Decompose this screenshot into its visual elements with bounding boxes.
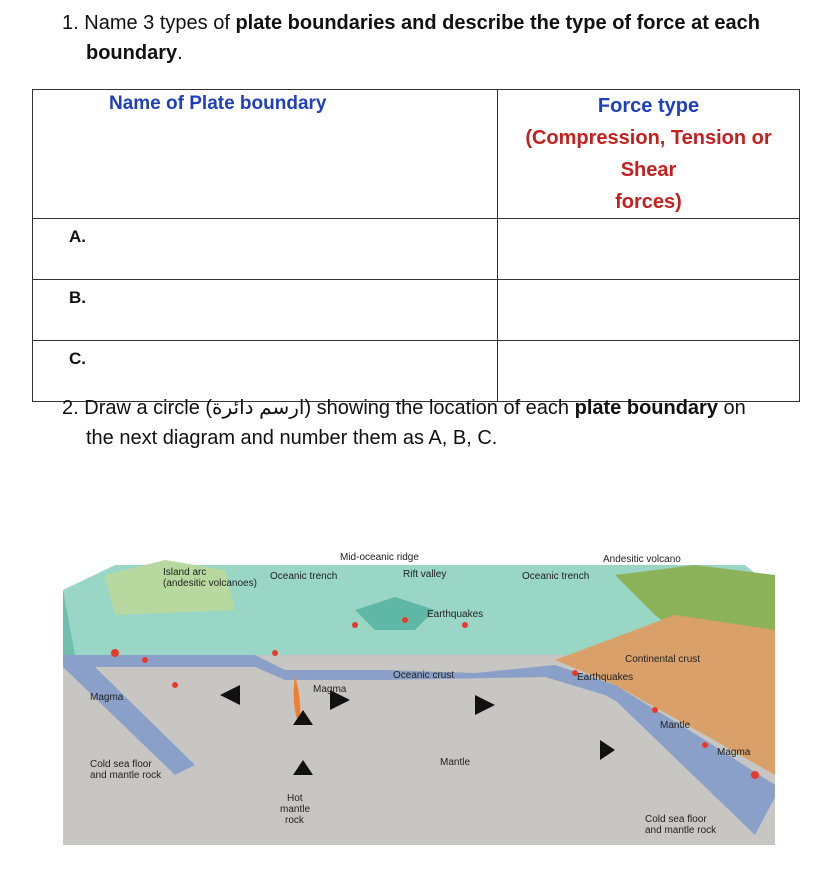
header-name-of-plate-boundary: Name of Plate boundary [33,90,498,219]
label-mantle: mantle [280,804,311,815]
label-oceanic-trench-left: Oceanic trench [270,571,338,582]
label-rift-valley: Rift valley [403,569,447,580]
row-b-label: B. [69,288,86,307]
plate-boundary-table [32,89,800,402]
question-2-line-2: the next diagram and number them as A, B, C. [86,427,498,449]
question-2-bold: plate boundary [574,397,718,419]
row-c-label: C. [69,349,86,368]
header-force-title: Force type [597,95,700,117]
header-force-type [498,90,800,219]
row-a-label: A. [69,227,86,246]
label-mantle-right: Mantle [660,720,691,731]
row-a-force-cell[interactable] [498,219,800,280]
question-1-bold-2: boundary [86,42,178,64]
row-a-name-cell[interactable] [33,219,498,280]
table-row [33,280,800,341]
label-island-arc: Island arc [163,567,207,578]
label-earthquakes-right: Earthquakes [577,672,634,683]
question-1-number: 1. [62,12,79,34]
row-b-name-cell[interactable] [33,280,498,341]
label-continental-crust: Continental crust [625,654,701,665]
label-earthquakes-top: Earthquakes [427,609,484,620]
question-1 [62,8,802,68]
table-row [33,219,800,280]
question-1-text: Name 3 types of [84,12,236,34]
label-cold-sea-floor-left-2: and mantle rock [90,770,162,781]
label-cold-sea-floor-left: Cold sea floor [90,759,152,770]
label-cold-sea-floor-right: Cold sea floor [645,814,707,825]
label-mantle-center: Mantle [440,757,471,768]
label-rock: rock [285,815,304,826]
question-2-number: 2. [62,397,79,419]
header-force-options-2: forces) [615,191,682,213]
label-cold-sea-floor-right-2: and mantle rock [645,825,717,836]
question-2-text: Draw a circle (ارسم دائرة) showing the location of each [84,397,575,419]
label-andesitic-volcano: Andesitic volcano [603,554,681,565]
label-magma-left: Magma [90,692,124,703]
table-header-row [33,90,800,219]
question-2 [62,393,802,453]
label-andesitic-volcanoes: (andesitic volcanoes) [163,578,257,589]
plate-boundary-diagram[interactable] [55,535,795,850]
label-oceanic-crust: Oceanic crust [393,670,455,681]
header-force-options: (Compression, Tension or Shear [525,127,772,181]
question-1-end: . [177,42,183,64]
question-2-text-2: on [717,397,746,419]
question-1-bold: plate boundaries and describe the type of force at each [235,12,761,34]
row-b-force-cell[interactable] [498,280,800,341]
label-mid-oceanic-ridge: Mid-oceanic ridge [340,552,419,563]
label-oceanic-trench-right: Oceanic trench [522,571,590,582]
label-magma-right: Magma [717,747,751,758]
label-magma-center: Magma [313,684,347,695]
label-hot: Hot [287,793,303,804]
